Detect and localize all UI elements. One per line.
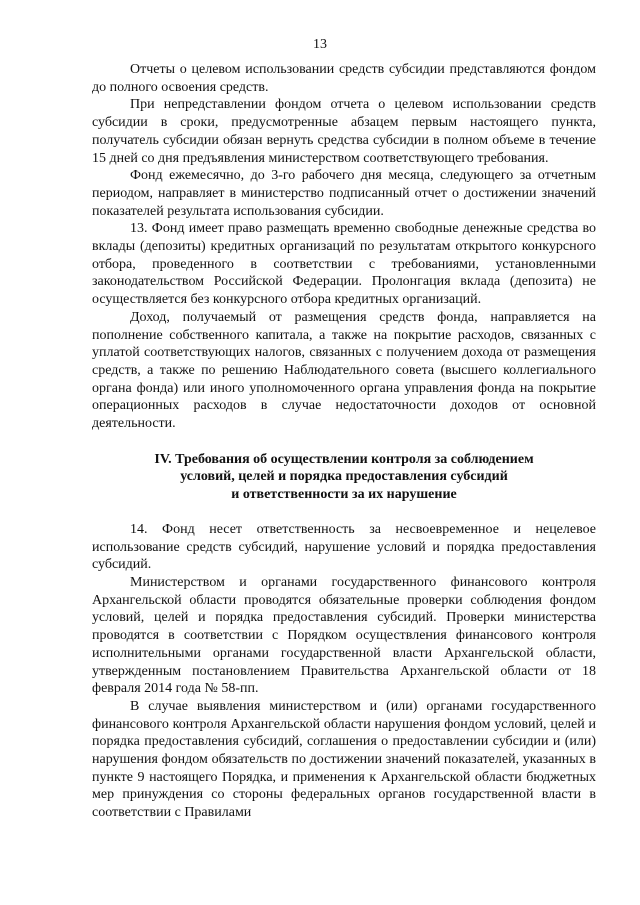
paragraph: 13. Фонд имеет право размещать временно свободные денежные средства во вклады (депозиты) кредитных организаций по результатам открытого конкурсного отбора, проведенного в соответствии с требованиями, установленными законодательством Российской Федерации. Пролонгация вклада (депозита) не осуществляется без конкурсного отбора кредитных организаций. bbox=[92, 221, 596, 308]
section-heading bbox=[92, 451, 596, 504]
section-heading-line: условий, целей и порядка предоставления субсидий bbox=[180, 469, 508, 485]
paragraph: При непредставлении фондом отчета о целевом использовании средств субсидии в сроки, предусмотренные абзацем первым настоящего пункта, получатель субсидии обязан вернуть средства субсидии в полном объеме в течение 15 дней со дня предъявления министерством соответствующего требования. bbox=[92, 97, 596, 166]
paragraph: Фонд ежемесячно, до 3-го рабочего дня месяца, следующего за отчетным периодом, направляет в министерство подписанный отчет о достижении значений показателей результата использования субсидии. bbox=[92, 168, 596, 219]
section-heading-line: и ответственности за их нарушение bbox=[231, 487, 457, 503]
section-heading-line: IV. Требования об осуществлении контроля за соблюдением bbox=[154, 451, 534, 467]
document-body bbox=[92, 61, 596, 822]
paragraph: В случае выявления министерством и (или) органами государственного финансового контроля Архангельской области нарушения фондом условий, целей и порядка предоставления субсидий, соглашения о предоставлении субсидии и (или) нарушения фондом обязательств по достижении значений показателей, указанных в пункте 9 настоящего Порядка, и применения к Архангельской области бюджетных мер принуждения со стороны федеральных органов государственной власти в соответствии с Правилами bbox=[92, 698, 596, 821]
paragraph: 14. Фонд несет ответственность за несвоевременное и нецелевое использование средств субсидий, нарушение условий и порядка предоставления субсидий. bbox=[92, 521, 596, 573]
page-number: 13 bbox=[313, 37, 327, 52]
paragraph: Министерством и органами государственного финансового контроля Архангельской области проводятся обязательные проверки соблюдения фондом условий, целей и порядка предоставления субсидий. Проверки министерства проводятся в соответствии с Порядком осуществления финансового контроля исполнительными органами государственной власти Архангельской области, утвержденным постановлением Правительства Архангельской области от 18 февраля 2014 года № 58-пп. bbox=[92, 574, 596, 697]
paragraph: Доход, получаемый от размещения средств фонда, направляется на пополнение собственного капитала, а также на покрытие расходов, связанных с уплатой соответствующих налогов, связанных с получением дохода от размещения средств, а также по решению Наблюдательного совета (высшего коллегиального органа фонда) или иного уполномоченного органа управления фонда на покрытие операционных расходов в случае недостаточности доходов от основной деятельности. bbox=[92, 309, 596, 432]
paragraph: Отчеты о целевом использовании средств субсидии представляются фондом до полного освоения средств. bbox=[92, 62, 596, 95]
